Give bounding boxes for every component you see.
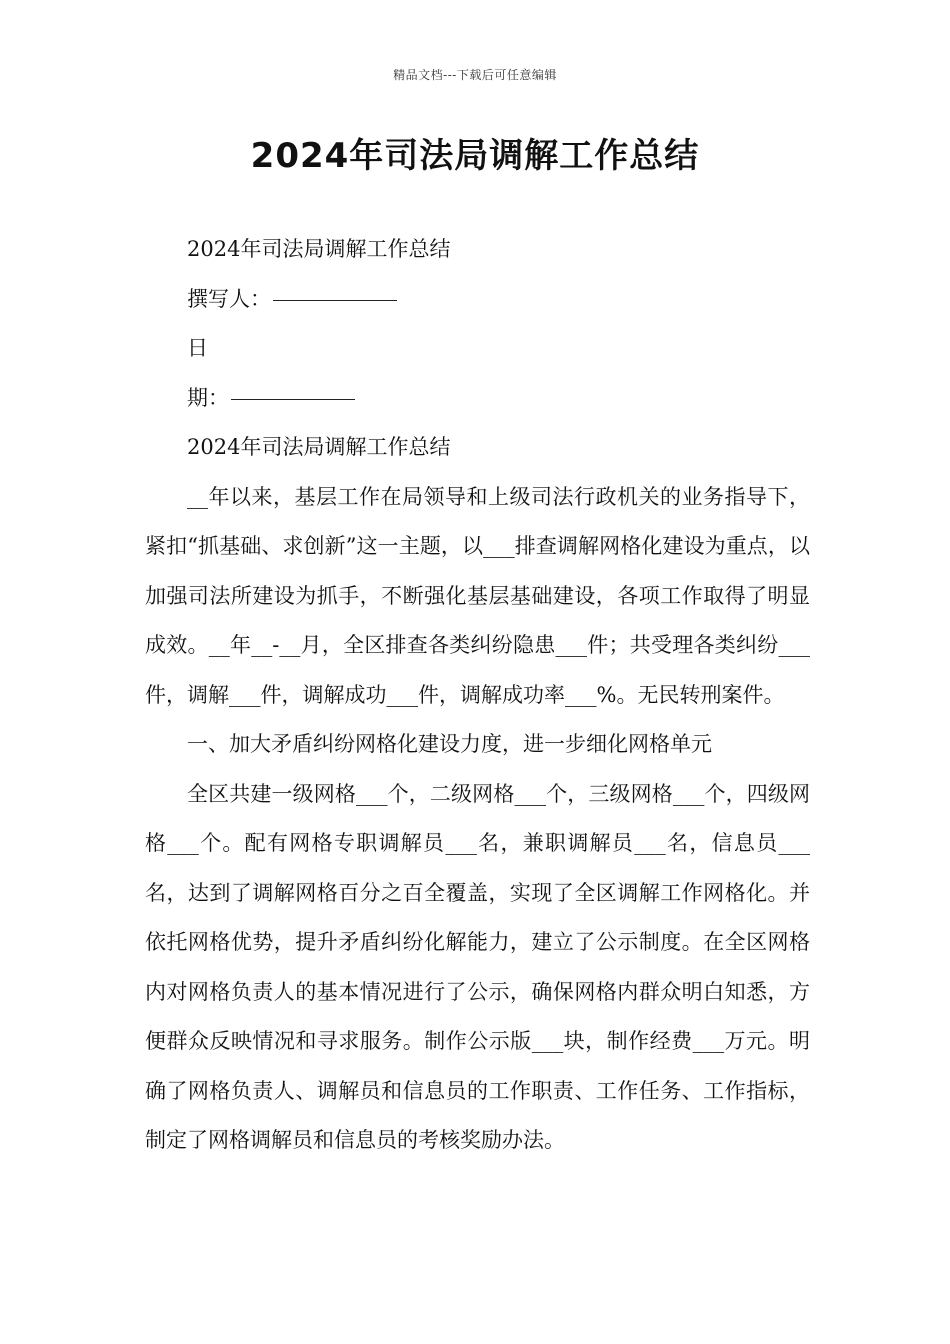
author-label: 撰写人： <box>187 286 271 311</box>
body-title-text-2: 2024年司法局调解工作总结 <box>187 435 451 459</box>
document-body <box>145 225 810 1166</box>
date-line-1 <box>145 324 810 374</box>
section-heading-1: 一、加大矛盾纠纷网格化建设力度，进一步细化网格单元 <box>187 732 712 756</box>
date-label-part1: 日 <box>187 336 208 360</box>
date-label-part2: 期： <box>187 385 229 410</box>
page-header-note: 精品文档---下载后可任意编辑 <box>393 68 557 82</box>
paragraph-intro: __年以来，基层工作在局领导和上级司法行政机关的业务指导下，紧扣“抓基础、求创新”这一主题，以___排查调解网格化建设为重点，以加强司法所建设为抓手，不断强化基层基础建设，各项工作取得了明显成效。__年__-__月，全区排查各类纠纷隐患___件；共受理各类纠纷___件，调解___件，调解成功___件，调解成功率___%。无民转刑案件。 <box>145 484 810 707</box>
author-line <box>145 275 810 325</box>
body-title-line <box>145 225 810 275</box>
author-blank-underline <box>273 299 397 301</box>
paragraph-grid: 全区共建一级网格___个，二级网格___个，三级网格___个，四级网格___个。配有网格专职调解员___名，兼职调解员___名，信息员___名，达到了调解网格百分之百全覆盖，实现了全区调解工作网格化。并依托网格优势，提升矛盾纠纷化解能力，建立了公示制度。在全区网格内对网格负责人的基本情况进行了公示，确保网格内群众明白知悉，方便群众反映情况和寻求服务。制作公示版___块，制作经费___万元。明确了网格负责人、调解员和信息员的工作职责、工作任务、工作指标，制定了网格调解员和信息员的考核奖励办法。 <box>145 781 810 1152</box>
date-blank-underline <box>231 398 355 400</box>
body-title-line-2 <box>145 423 810 473</box>
date-line-2 <box>145 374 810 424</box>
body-title-text: 2024年司法局调解工作总结 <box>187 237 451 261</box>
document-title: 2024年司法局调解工作总结 <box>250 136 700 176</box>
